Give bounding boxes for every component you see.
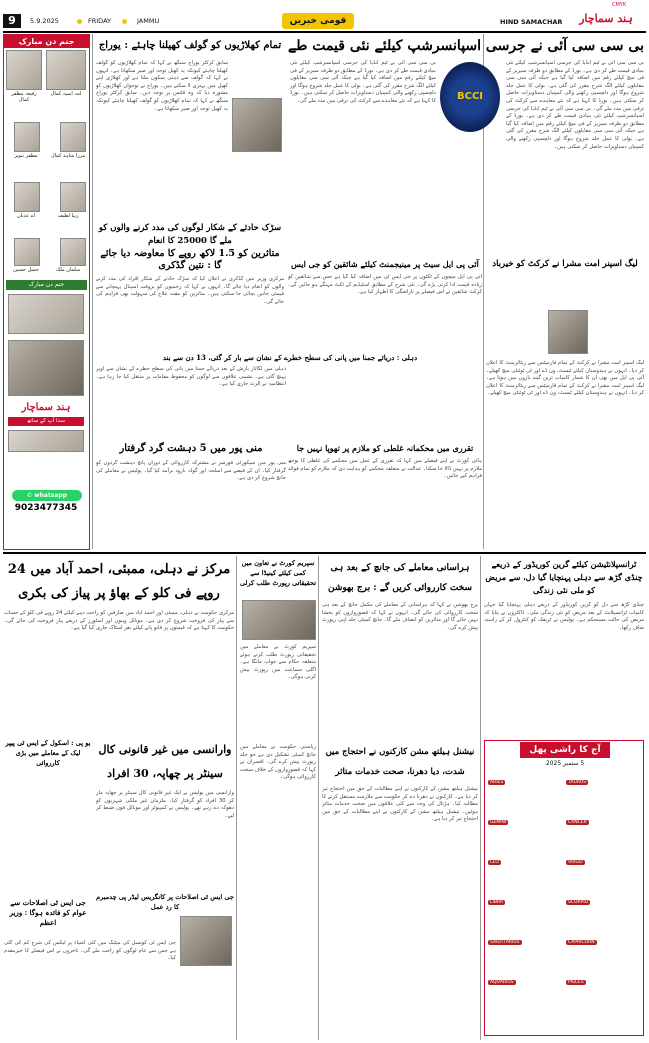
onion-headline: مرکز نے دہلی، ممبئی، احمد آباد میں 24 روپے فی کلو کے بھاؤ پر پیاز کی بکری xyxy=(7,562,231,601)
chidambaram-headline: جی ایس ٹی اصلاحات پر کانگریس لیڈر پی چدمبرم کا رد عمل xyxy=(96,893,234,911)
avatar xyxy=(6,50,42,90)
promo-masthead: ہند سماچار xyxy=(21,402,71,413)
horoscope-date: 5 ستمبر 2025 xyxy=(545,760,585,767)
promo-tagline: سدا آپ کے ساتھ xyxy=(8,417,84,426)
accident-headline: سڑک حادثے کے شکار لوگوں کی مدد کرنے والوں کو ملے گا 25000 کا انعام xyxy=(98,223,282,246)
avatar xyxy=(46,50,86,90)
hind-samachar-label: HIND SAMACHAR xyxy=(500,18,563,26)
whatsapp-phone: 9023477345 xyxy=(14,503,78,513)
zodiac-gemini: GEMINI xyxy=(490,820,507,825)
zodiac-capricorn: CAPRICORN xyxy=(568,940,595,945)
birthday-name: جمیل حسین xyxy=(13,267,39,273)
tripura-body: ہائی کورٹ نے اپنے فیصلے میں کہا کہ تقرری کے عمل میں محکمے کی غلطی کا بوجھ ملازم پر نہیں ڈالا جا سکتا۔ عدالت نے متعلقہ محکمے کو ہدایت دی کہ ملازم کو تمام فوائد فراہم کیے جائیں۔ xyxy=(288,458,482,480)
birthday-box xyxy=(3,34,90,550)
zodiac-pisces: PISCES xyxy=(568,980,584,985)
onion-body: مرکزی حکومت نے دہلی، ممبئی اور احمد آباد میں صارفین کو راحت دینے کیلئے 24 روپے فی کلو کے حساب سے پیاز کی فروخت شروع کر دی ہے۔ موبائل وینوں اور اسٹورز کے ذریعے پیاز فروخت کی جائے گی۔ حکومت کا کہنا ہے کہ قیمتوں پر قابو پانے کیلئے بفر اسٹاک جاری کیا گیا ہے۔ xyxy=(4,610,234,632)
avatar xyxy=(14,182,40,212)
header-rule xyxy=(3,31,646,33)
heart-headline: ٹرانسپلانٹیشن کیلئے گرین کوریڈور کے ذریعے چنڈی گڑھ سے دہلی پہنچایا گیا دل، سے مریض کو ملی نئی زندگی xyxy=(485,559,643,595)
birthday-name: زیبا لطیف xyxy=(57,213,79,219)
tripura-headline: تقرری میں محکمانہ غلطی کو ملازم پر تھوپا نہیں جا xyxy=(296,443,474,453)
zodiac-scorpio: SCORPIO xyxy=(568,900,589,905)
mishra-headline: لیگ اسپنر امت مشرا نے کرکٹ کو خیرباد xyxy=(492,259,638,269)
dot-icon xyxy=(122,19,127,24)
chidambaram-photo xyxy=(180,916,232,966)
harassment-headline: ہراسانی معاملے کی جانچ کے بعد ہی سخت کارروائی کریں گے : برج بھوشن xyxy=(327,563,473,593)
supreme-court-body: سپریم کورٹ نے معاملے میں تحقیقاتی رپورٹ طلب کرتے ہوئے متعلقہ حکام سے جواب مانگا ہے۔ اگلی سماعت میں رپورٹ پیش کرنی ہوگی۔ xyxy=(240,644,316,681)
header-day: FRIDAY xyxy=(88,17,111,25)
birthday-name: سلمان ملک xyxy=(55,267,81,273)
column-divider xyxy=(236,556,237,1040)
zodiac-aquarius: AQUARIUS xyxy=(490,980,514,985)
bcci-logo: BCCI xyxy=(440,62,500,132)
header-city: JAMMU xyxy=(137,17,160,25)
avatar xyxy=(60,182,86,212)
birthday-name: امہ آسیہ کمال xyxy=(50,91,82,97)
avatar xyxy=(60,122,86,152)
protest-body: نیشنل ہیلتھ مشن کے کارکنوں نے اپنے مطالبات کے حق میں احتجاج تیز کر دیا ہے۔ کارکنوں نے دھرنا دے کر حکومت سے ملازمت مستقل کرنے کا مطالبہ کیا۔ ہڑتال کی وجہ سے کئی علاقوں میں صحت خدمات متاثر ہوئیں۔ نیشنل ہیلتھ مشن کے کارکنوں نے اپنے مطالبات کے حق میں احتجاج تیز کر دیا ہے۔ xyxy=(322,786,478,823)
zodiac-sagittarius: SAGITTARIUS xyxy=(490,940,520,945)
heart-body: چنڈی گڑھ سے دل کو گرین کوریڈور کے ذریعے دہلی پہنچایا گیا جہاں کامیاب ٹرانسپلانٹ کے بعد مریض کو نئی زندگی ملی۔ ڈاکٹروں نے بتایا کہ مریض کی حالت مستحکم ہے۔ پولیس نے ٹریفک کو کنٹرول کر کے راستہ صاف رکھا۔ xyxy=(484,602,644,631)
dot-icon xyxy=(77,19,82,24)
zodiac-leo: LEO xyxy=(490,860,499,865)
promo-photo xyxy=(8,430,84,452)
whatsapp-label: whatsapp xyxy=(34,492,68,499)
lead-headline: بی سی سی آئی نے جرسی اسپانسرشپ کیلئے نئی قیمت طے xyxy=(288,38,644,54)
delhi-rain-body: دہلی میں لگاتار بارش کے بعد دریائے جمنا میں پانی کی سطح خطرے کے نشان سے اوپر پہنچ گئی ہے۔ نشیبی علاقوں سے لوگوں کو محفوظ مقامات پر منتقل کیا جا رہا ہے۔ انتظامیہ نے الرٹ جاری کیا ہے۔ xyxy=(96,366,286,388)
avatar xyxy=(8,294,84,334)
cmyk-label: CMYK xyxy=(612,2,627,8)
supreme-court-headline: سپریم کورٹ نے تعاون میں کمی کیلئے کینیڈا سے تحقیقاتی رپورٹ طلب کرلی xyxy=(240,559,316,587)
harassment-body: برج بھوشن نے کہا کہ ہراسانی کے معاملے کی مکمل جانچ کے بعد ہی سخت کارروائی کی جائے گی۔ انہوں نے کہا کہ قصورواروں کو بخشا نہیں جائے گا اور متاثرین کو انصاف ملے گا۔ جانچ کمیٹی جلد اپنی رپورٹ پیش کرے گی۔ xyxy=(322,602,478,631)
varanasi-body: وارانسی میں پولیس نے ایک غیر قانونی کال سینٹر پر چھاپہ مار کر 30 افراد کو گرفتار کیا۔ ملزمان غیر ملکی شہریوں کو دھوکہ دے رہے تھے۔ پولیس نے کمپیوٹر اور موبائل فون ضبط کر لیے۔ xyxy=(96,790,234,819)
column-divider xyxy=(318,556,319,1040)
delhi-rain-headline: دہلی : دریائے جمنا میں پانی کی سطح خطرے کے نشان سے بار کر گئی، 13 دن سے بند xyxy=(162,353,418,362)
protest-headline: نیشنل ہیلتھ مشن کارکنوں نے احتجاج میں شدت، دیا دھرنا، صحت خدمات متاثر xyxy=(325,747,475,777)
avatar xyxy=(14,238,40,266)
lead-body: بی سی سی آئی نے ٹیم انڈیا کی جرسی اسپانسرشپ کیلئے نئی بنیادی قیمت طے کر دی ہے۔ بورڈ کے مطابق دو طرفہ سیریز کے فی میچ کیلئے رقم میں اضافہ کیا گیا ہے جبکہ آئی سی سی مقابلوں کیلئے الگ شرح مقرر کی گئی ہے۔ بولی کا عمل جلد شروع ہوگا اور دلچسپی رکھنے والی کمپنیاں دستاویزات حاصل کر سکتی ہیں۔ بورڈ کا کہنا ہے کہ نئے معاہدے سے کرکٹ کی ترقی میں مدد ملے گی۔ بی سی سی آئی نے ٹیم انڈیا کی جرسی اسپانسرشپ کیلئے نئی بنیادی قیمت طے کر دی ہے۔ بورڈ کے مطابق دو طرفہ سیریز کے فی میچ کیلئے رقم میں اضافہ کیا گیا ہے جبکہ آئی سی سی مقابلوں کیلئے الگ شرح مقرر کی گئی ہے۔ بولی کا عمل جلد شروع ہوگا اور دلچسپی رکھنے والی کمپنیاں دستاویزات حاصل کر سکتی ہیں۔ xyxy=(506,60,644,150)
birthday-wish-title: جنم دن مبارک xyxy=(6,280,87,290)
varanasi-headline: وارانسی میں غیر قانونی کال سینٹر پر چھاپہ، 30 افراد xyxy=(98,743,232,780)
header-date: 5.9.2025 xyxy=(30,17,59,25)
horoscope-box xyxy=(484,740,644,1036)
ipl-body: آئی پی ایل میچوں کے ٹکٹوں پر جی ایس ٹی میں اضافہ کیا گیا ہے جس سے شائقین کو زیادہ قیمت ادا کرنی پڑے گی۔ نئی شرح کے مطابق اسٹیڈیم کے ٹکٹ مہنگے ہو جائیں گے۔ کرکٹ شائقین نے اس فیصلے پر ناراضگی کا اظہار کیا ہے۔ xyxy=(288,274,482,296)
horoscope-title: آج کا راشی پھل xyxy=(520,742,610,758)
column-divider xyxy=(92,34,93,549)
flood-headline: متاثرین کو 1.5 لاکھ روپے کا معاوضہ دیا جائے گا : نتین گڈکری xyxy=(100,248,280,271)
golf-headline: تمام کھلاڑیوں کو گولف کھیلنا چاہئے : یوراج xyxy=(98,40,282,51)
mishra-body: لیگ اسپنر امت مشرا نے کرکٹ کے تمام فارمیٹس سے ریٹائرمنٹ کا اعلان کر دیا۔ انہوں نے ہندوستان کیلئے ٹیسٹ، ون ڈے اور ٹی ٹوئنٹی میچ کھیلے۔ آئی پی ایل میں بھی ان کا شمار کامیاب ترین گیند بازوں میں ہوتا ہے۔ لیگ اسپنر امت مشرا نے کرکٹ کے تمام فارمیٹس سے ریٹائرمنٹ کا اعلان کر دیا۔ انہوں نے ہندوستان کیلئے ٹیسٹ، ون ڈے اور ٹی ٹوئنٹی میچ کھیلے۔ xyxy=(486,360,644,397)
yuvraj-photo xyxy=(232,98,282,152)
ladakh-headline: منی پور میں 5 دہشت گرد گرفتار xyxy=(119,443,263,454)
section-title: قومی خبریں xyxy=(282,13,354,29)
birthday-name: مرزا شاہد کمال xyxy=(50,153,86,159)
whatsapp-icon: ✆ xyxy=(26,492,35,499)
ladakh-body: منی پور میں سیکورٹی فورسز نے مشترکہ کارروائی کے دوران پانچ دہشت گردوں کو گرفتار کیا۔ ان کے قبضے سے اسلحہ اور گولہ بارود برآمد کیا گیا۔ پولیس نے معاملے کی جانچ شروع کر دی ہے۔ xyxy=(96,460,286,482)
filler-body: ریاستی حکومت نے معاملے میں جانچ کمیٹی تشکیل دی ہے جو جلد رپورٹ پیش کرے گی۔ افسران نے کہا کہ قصورواروں کے خلاف سخت کارروائی ہوگی۔ xyxy=(240,744,316,781)
zodiac-cancer: CANCER xyxy=(568,820,587,825)
lead-body: بی سی سی آئی نے ٹیم انڈیا کی جرسی اسپانسرشپ کیلئے نئی بنیادی قیمت طے کر دی ہے۔ بورڈ کے مطابق دو طرفہ سیریز کے فی میچ کیلئے رقم میں اضافہ کیا گیا ہے جبکہ آئی سی سی مقابلوں کیلئے الگ شرح مقرر کی گئی ہے۔ بولی کا عمل جلد شروع ہوگا اور دلچسپی رکھنے والی کمپنیاں دستاویزات حاصل کر سکتی ہیں۔ بورڈ کا کہنا ہے کہ نئے معاہدے سے کرکٹ کی ترقی میں مدد ملے گی۔ xyxy=(290,60,436,104)
zodiac-libra: LIBRA xyxy=(490,900,503,905)
golf-body: سابق کرکٹر یوراج سنگھ نے کہا کہ تمام کھلاڑیوں کو گولف کھیلنا چاہئے کیونکہ یہ کھیل توجہ اور صبر سکھاتا ہے۔ انہوں نے کہا کہ گولف سے ذہنی سکون ملتا ہے اور کھلاڑی اپنے کھیل میں بہتری لا سکتے ہیں۔ یوراج نے نوجوان کھلاڑیوں کو مشورہ دیا کہ وہ فٹنس پر توجہ دیں۔ سابق کرکٹر یوراج سنگھ نے کہا کہ تمام کھلاڑیوں کو گولف کھیلنا چاہئے کیونکہ یہ کھیل توجہ اور صبر سکھاتا ہے۔ xyxy=(96,60,228,112)
mishra-photo xyxy=(548,310,588,354)
zodiac-taurus: TAURUS xyxy=(568,780,587,785)
couple-photo xyxy=(8,340,84,396)
birthday-name: مظفر تنویر xyxy=(14,153,38,159)
birthday-name: رفیعہ مظفر کمال xyxy=(11,91,37,103)
paper-leak-headline: یو پی : اسکول کے ایس ٹی پیپر لیک کے معاملے میں بڑی کارروائی xyxy=(5,739,91,767)
accident-body: مرکزی وزیر نتین گڈکری نے اعلان کیا کہ سڑک حادثے کے شکار افراد کی مدد کرنے والوں کو انعام دیا جائے گا۔ انہوں نے کہا کہ زخمیوں کو بروقت اسپتال پہنچانے سے قیمتی جانیں بچائی جا سکتی ہیں۔ متاثرین کو مفت علاج کی سہولت بھی فراہم کی جائے گی۔ xyxy=(96,276,284,305)
filler-body: جی ایس ٹی کونسل کی میٹنگ میں کئی اشیاء پر ٹیکس کی شرح کم کی گئی ہے جس سے عام لوگوں کو راحت ملے گی۔ تاجروں نے اس فیصلے کا خیرمقدم کیا۔ xyxy=(4,940,176,962)
avatar xyxy=(60,238,86,266)
avatar xyxy=(14,122,40,152)
reform-headline: جی ایس ٹی اصلاحات سے عوام کو فائدہ ہوگا : وزیر اعظم xyxy=(9,898,87,927)
zodiac-virgo: VIRGO xyxy=(568,860,583,865)
birthday-name: اے عدنان xyxy=(16,213,36,219)
page-number: 9 xyxy=(3,14,21,28)
birthday-title: جنم دن مبارک xyxy=(4,35,89,48)
whatsapp-badge xyxy=(12,490,82,501)
column-divider xyxy=(480,556,481,1040)
ipl-headline: آئی پی ایل سیٹ پر مینیجمنٹ کیلئے شائقین کو جی ایس xyxy=(291,259,479,269)
zodiac-aries: ARIES xyxy=(490,780,504,785)
supreme-court-photo xyxy=(242,600,316,640)
masthead-logo: ہند سماچار xyxy=(579,12,633,25)
section-divider xyxy=(3,552,646,554)
